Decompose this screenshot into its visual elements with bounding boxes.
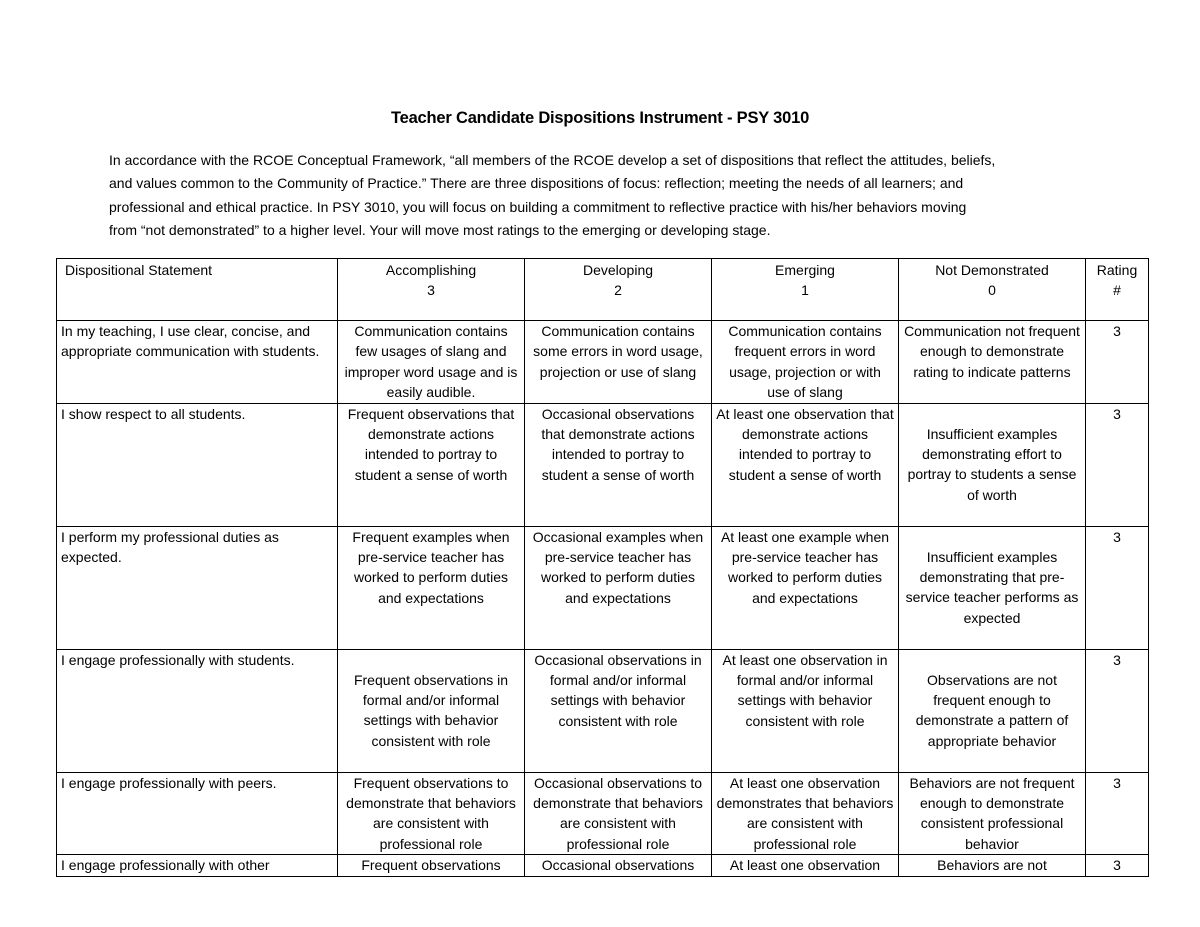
table-row (57, 772, 1149, 855)
header-developing: Developing 2 (525, 259, 712, 321)
header-not-demonstrated: Not Demonstrated 0 (899, 259, 1086, 321)
table-row (57, 526, 1149, 649)
developing-cell: Occasional observations to demonstrate that behaviors are consistent with professional role (525, 772, 712, 855)
accomplishing-cell: Frequent observations that demonstrate actions intended to portray to student a sense of worth (338, 403, 525, 526)
rating-cell: 3 (1086, 403, 1149, 526)
not-demonstrated-cell: Insufficient examples demonstrating that pre-service teacher performs as expected (899, 526, 1086, 649)
not-demonstrated-cell: Communication not frequent enough to demonstrate rating to indicate patterns (899, 321, 1086, 404)
emerging-cell: At least one observation in formal and/or informal settings with behavior consistent with role (712, 649, 899, 772)
rating-cell: 3 (1086, 649, 1149, 772)
intro-line: from “not demonstrated” to a higher level. Your will move most ratings to the emerging or developing stage. (109, 222, 771, 239)
developing-cell: Occasional examples when pre-service teacher has worked to perform duties and expectations (525, 526, 712, 649)
intro-line: In accordance with the RCOE Conceptual Framework, “all members of the RCOE develop a set of dispositions that reflect the attitudes, beliefs, (109, 152, 996, 168)
accomplishing-cell: Frequent observations in formal and/or informal settings with behavior consistent with role (338, 649, 525, 772)
accomplishing-cell: Frequent examples when pre-service teacher has worked to perform duties and expectations (338, 526, 525, 649)
not-demonstrated-cell: Behaviors are not (899, 855, 1086, 876)
table-row (57, 321, 1149, 404)
accomplishing-cell: Communication contains few usages of slang and improper word usage and is easily audible. (338, 321, 525, 404)
developing-cell: Communication contains some errors in word usage, projection or use of slang (525, 321, 712, 404)
dispositions-table (56, 258, 1149, 877)
rating-cell: 3 (1086, 321, 1149, 404)
rating-cell: 3 (1086, 772, 1149, 855)
developing-cell: Occasional observations (525, 855, 712, 876)
developing-cell: Occasional observations in formal and/or informal settings with behavior consistent with role (525, 649, 712, 772)
emerging-cell: At least one observation (712, 855, 899, 876)
table-row (57, 403, 1149, 526)
rating-cell: 3 (1086, 526, 1149, 649)
header-accomplishing: Accomplishing 3 (338, 259, 525, 321)
not-demonstrated-cell: Observations are not frequent enough to demonstrate a pattern of appropriate behavior (899, 649, 1086, 772)
header-dispositional-statement: Dispositional Statement (57, 259, 338, 321)
emerging-cell: At least one example when pre-service teacher has worked to perform duties and expectations (712, 526, 899, 649)
intro-line: professional and ethical practice. In PSY 3010, you will focus on building a commitment to reflective practice with his/her behaviors moving (109, 198, 967, 215)
not-demonstrated-cell: Behaviors are not frequent enough to demonstrate consistent professional behavior (899, 772, 1086, 855)
table-row (57, 649, 1149, 772)
document-title: Teacher Candidate Dispositions Instrument - PSY 3010 (390, 109, 810, 127)
not-demonstrated-cell: Insufficient examples demonstrating effort to portray to students a sense of worth (899, 403, 1086, 526)
statement-cell: I engage professionally with students. (57, 649, 338, 772)
header-rating: Rating # (1086, 259, 1149, 321)
statement-cell: I perform my professional duties as expected. (57, 526, 338, 649)
accomplishing-cell: Frequent observations (338, 855, 525, 876)
intro-paragraph (109, 149, 1099, 243)
statement-cell: I engage professionally with other (57, 855, 338, 876)
accomplishing-cell: Frequent observations to demonstrate that behaviors are consistent with professional role (338, 772, 525, 855)
intro-line: and values common to the Community of Practice.” There are three dispositions of focus: reflection; meeting the needs of all learners; and (109, 175, 964, 192)
statement-cell: In my teaching, I use clear, concise, and appropriate communication with students. (57, 321, 338, 404)
table-row (57, 855, 1149, 876)
developing-cell: Occasional observations that demonstrate actions intended to portray to student a sense of worth (525, 403, 712, 526)
emerging-cell: At least one observation demonstrates that behaviors are consistent with professional role (712, 772, 899, 855)
header-emerging: Emerging 1 (712, 259, 899, 321)
emerging-cell: Communication contains frequent errors in word usage, projection or with use of slang (712, 321, 899, 404)
statement-cell: I engage professionally with peers. (57, 772, 338, 855)
emerging-cell: At least one observation that demonstrate actions intended to portray to student a sense of worth (712, 403, 899, 526)
statement-cell: I show respect to all students. (57, 403, 338, 526)
table-header-row (57, 259, 1149, 321)
rating-cell: 3 (1086, 855, 1149, 876)
